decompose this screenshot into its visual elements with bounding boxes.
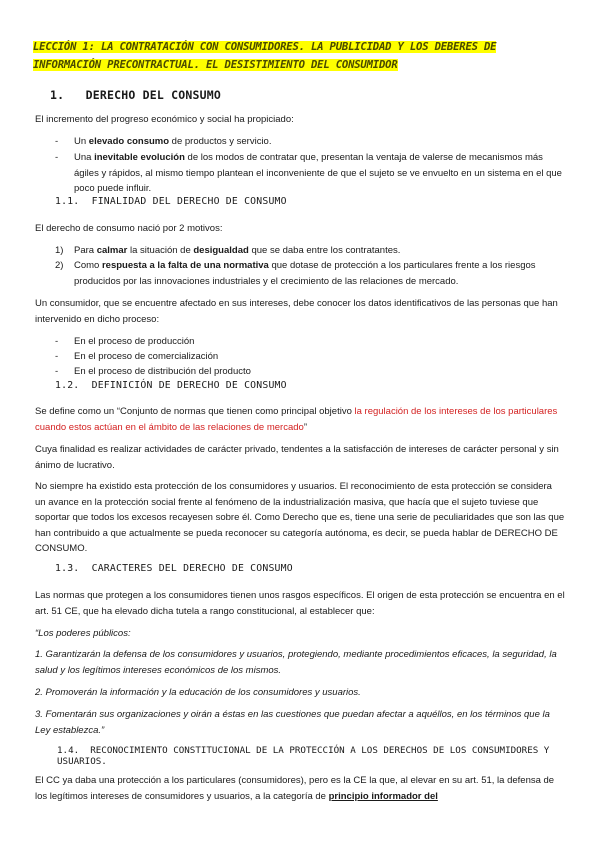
quote-item-1: 1. Garantizarán la defensa de los consumidores y usuarios, protegiendo, mediante procedimientos eficaces, la seguridad, la salud y los legítimos intereses económicos de los mismos. <box>35 649 557 676</box>
purpose-paragraph: Cuya finalidad es realizar actividades de carácter privado, tendentes a la satisfacción de intereses de carácter personal y sin ánimo de lucrativo. <box>35 444 559 471</box>
quote-item-3: 3. Fomentarán sus organizaciones y oirán a éstas en las cuestiones que puedan afectar a aquéllos, en los términos que la Ley establezca.” <box>35 709 550 736</box>
motives-intro: El derecho de consumo nació por 2 motivos: <box>35 223 223 234</box>
lesson-title: LECCIÓN 1: LA CONTRATACIÓN CON CONSUMIDORES. LA PUBLICIDAD Y LOS DEBERES DE INFORMACIÓN PRECONTRACTUAL. EL DESISTIMIENTO DEL CONSUMIDOR <box>33 41 497 71</box>
consumer-paragraph: Un consumidor, que se encuentre afectado en sus intereses, debe conocer los datos identificativos de las personas que han intervenido en dicho proceso: <box>35 298 558 325</box>
subsection-heading-1-1: 1.1. FINALIDAD DEL DERECHO DE CONSUMO <box>55 196 287 207</box>
section-heading-1: 1. DERECHO DEL CONSUMO <box>50 88 221 102</box>
quote-intro: “Los poderes públicos: <box>35 628 131 639</box>
definition-highlight: la regulación de los intereses de los particulares cuando estos actúan en el ámbito de las relaciones de mercado <box>35 406 558 433</box>
document-page: LECCIÓN 1: LA CONTRATACIÓN CON CONSUMIDORES. LA PUBLICIDAD Y LOS DEBERES DE INFORMACIÓN PRECONTRACTUAL. EL DESISTIMIENTO DEL CONSUMIDOR 1. DERECHO DEL CONSUMO El incremento del progreso económico y social ha propiciado: - Un elevado consumo de productos y servicio. - Una inevitable evolución de los modos de contratar que, presentan la ventaja de valerse de mecanismos más ágiles y rápidos, al mismo tiempo plantean el inconveniente de que el sujeto se ve envuelto en un sistema en el que poco puede influir. 1.1. FINALIDAD DEL DERECHO DE CONSUMO El derecho de consumo nació por 2 motivos: 1) Para calmar la situación de desigualdad que se daba entre los contratantes. 2) Como respuesta a la falta de una normativa que dotase de protección a los particulares frente a los riesgos producidos por las innovaciones industriales y el crecimiento de las relaciones de mercado. Un consumidor, que se encuentre afectado en sus intereses, debe conocer los datos identificativos de las personas que han intervenido en dicho proceso: - En el proceso de producción - En el proceso de comercialización - En el proceso de distribución del producto 1.2. DEFINICIÓN DE DERECHO DE CONSUMO Se define como un “Conjunto de normas que tienen como principal objetivo la regulación de los intereses de los particulares cuando estos actúan en el ámbito de las relaciones de mercado” Cuya finalidad es realizar actividades de carácter privado, tendentes a la satisfacción de intereses de carácter personal y sin ánimo de lucrativo. No siempre ha existido esta protección de los consumidores y usuarios. El reconocimiento de esta protección se considera un avance en la protección social frente al fenómeno de la industrialización masiva, que hacía que el sujeto tuviese que soportar que todos los excesos recayesen sobre él. Como Derecho que es, tiene una serie de peculiaridades que son las que han contribuido a que actualmente se pueda reconocer su categoría autónoma, es decir, se pueda hablar de DERECHO DE CONSUMO. 1.3. CARACTERES DEL DERECHO DE CONSUMO Las normas que protegen a los consumidores tienen unos rasgos específicos. El origen de esta protección se encuentra en el art. 51 CE, que ha elevado dicha tutela a rango constitucional, al establecer que: “Los poderes públicos: 1. Garantizarán la defensa de los consumidores y usuarios, protegiendo, mediante procedimientos eficaces, la seguridad, la salud y los legítimos intereses económicos de los mismos. 2. Promoverán la información y la educación de los consumidores y usuarios. 3. Fomentarán sus organizaciones y oirán a éstas en las cuestiones que puedan afectar a aquéllos, en los términos que la Ley establezca.” 1.4. RECONOCIMIENTO CONSTITUCIONAL DE LA PROTECCIÓN A LOS DERECHOS DE LOS CONSUMIDORES Y USUARIOS. El CC ya daba una protección a los particulares (consumidores), pero es la CE la que, al elevar en su art. 51, la defensa de los legítimos intereses de consumidores y usuarios, a la categoría de principio informador del <box>0 0 599 848</box>
norms-paragraph: Las normas que protegen a los consumidores tienen unos rasgos específicos. El origen de esta protección se encuentra en el art. 51 CE, que ha elevado dicha tutela a rango constitucional, al establecer que: <box>35 590 565 617</box>
subsection-heading-1-4: 1.4. RECONOCIMIENTO CONSTITUCIONAL DE LA PROTECCIÓN A LOS DERECHOS DE LOS CONSUMIDORES Y USUARIOS. <box>57 745 550 767</box>
cc-paragraph: El CC ya daba una protección a los particulares (consumidores), pero es la CE la que, al elevar en su art. 51, la defensa de los legítimos intereses de consumidores y usuarios, a la categoría de principio informador del <box>35 775 555 802</box>
subsection-heading-1-3: 1.3. CARACTERES DEL DERECHO DE CONSUMO <box>55 563 293 574</box>
intro-paragraph: El incremento del progreso económico y social ha propiciado: <box>35 114 294 125</box>
history-paragraph: No siempre ha existido esta protección de los consumidores y usuarios. El reconocimiento de esta protección se considera un avance en la protección social frente al fenómeno de la industrialización masiva, que hacía que el sujeto tuviese que soportar que todos los excesos recayesen sobre él. Como Derecho que es, tiene una serie de peculiaridades que son las que han contribuido a que actualmente se pueda reconocer su categoría autónoma, es decir, se pueda hablar de DERECHO DE CONSUMO. <box>35 481 565 554</box>
definition-paragraph: Se define como un “Conjunto de normas que tienen como principal objetivo la regulación de los intereses de los particulares cuando estos actúan en el ámbito de las relaciones de mercado” <box>35 406 558 433</box>
subsection-heading-1-2: 1.2. DEFINICIÓN DE DERECHO DE CONSUMO <box>55 380 287 391</box>
quote-item-2: 2. Promoverán la información y la educación de los consumidores y usuarios. <box>35 687 361 698</box>
